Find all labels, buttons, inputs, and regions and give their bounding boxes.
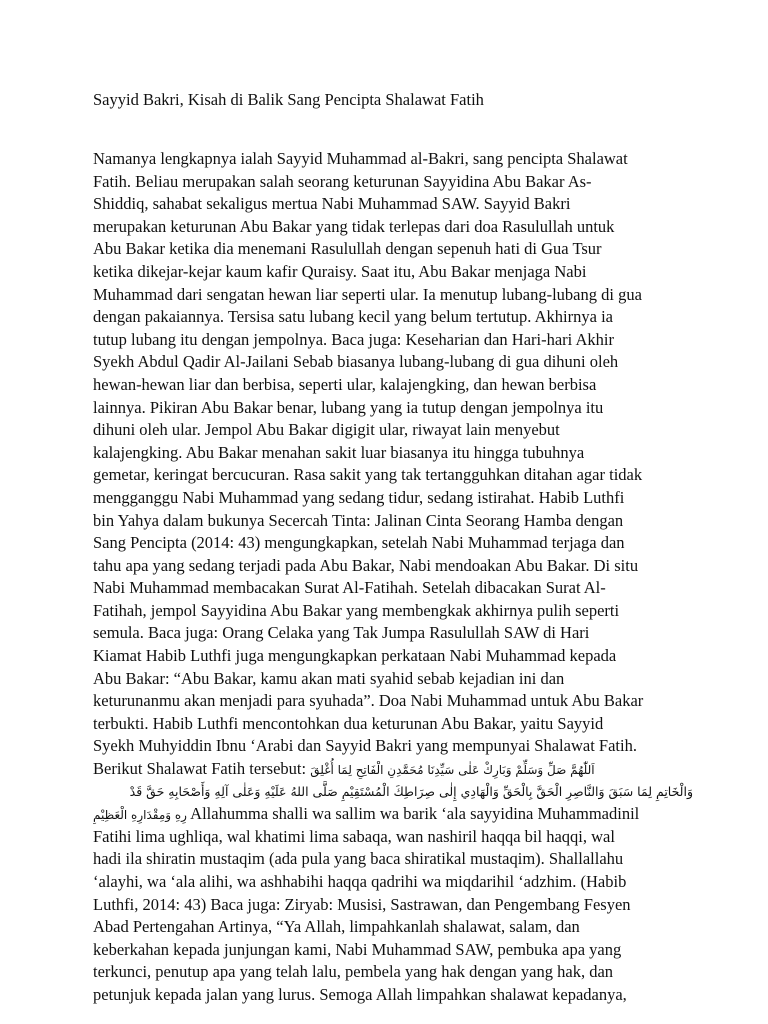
- text-line: Fatihah, jempol Sayyidina Abu Bakar yang membengkak akhirnya pulih seperti: [93, 600, 620, 620]
- text-line: Fatih. Beliau merupakan salah seorang keturunan Sayyidina Abu Bakar As-: [93, 171, 592, 191]
- text-line: tahu apa yang sedang terjadi pada Abu Bakar, Nabi mendoakan Abu Bakar. Di situ: [93, 555, 639, 575]
- text-line: Luthfi, 2014: 43) Baca juga: Ziryab: Musisi, Sastrawan, dan Pengembang Fesyen: [93, 894, 631, 914]
- text-line: keturunanmu akan menjadi para syuhada”. Doa Nabi Muhammad untuk Abu Bakar: [93, 691, 644, 711]
- document-body: [93, 148, 693, 1007]
- text-line: gemetar, keringat bercucuran. Rasa sakit yang tak tertangguhkan ditahan agar tidak: [93, 465, 643, 485]
- shalawat-intro-line: [93, 758, 693, 781]
- shalawat-arabic-start: اَللّٰهُمَّ صَلِّ وَسَلِّمْ وَبَارِكْ عَلٰى سَيِّدِنَا مُحَمَّدِنِ الْفَاتِحِ لِمَا أُغْلِقَ: [310, 763, 595, 778]
- text-line: semula. Baca juga: Orang Celaka yang Tak Jumpa Rasulullah SAW di Hari: [93, 623, 590, 643]
- shalawat-arabic-end: رِهِ وَمِقْدَارِهِ الْعَظِيْمِ: [93, 808, 187, 823]
- text-line: petunjuk kepada jalan yang lurus. Semoga Allah limpahkan shalawat kepadanya,: [93, 984, 627, 1004]
- document-title: Sayyid Bakri, Kisah di Balik Sang Pencipta Shalawat Fatih: [93, 90, 484, 109]
- text-line: hadi ila shiratin mustaqim (ada pula yang baca shiratikal mustaqim). Shallallahu: [93, 849, 624, 869]
- shalawat-arabic-line: وَالْخَاتِمِ لِمَا سَبَقَ وَالنَّاصِرِ الْحَقَّ بِالْحَقِّ وَالْهَادِي إِلٰى صِرَاطِكَ الْمُسْتَقِيْمِ صَلَّى اللهُ عَلَيْهِ وَعَلٰى آلِهِ وَأَصْحَابِهِ حَقَّ قَدْ: [129, 783, 693, 799]
- text-line: hewan-hewan liar dan berbisa, seperti ular, kalajengking, dan hewan berbisa: [93, 374, 597, 394]
- text-line: Muhammad dari sengatan hewan liar seperti ular. Ia menutup lubang-lubang di gua: [93, 284, 642, 304]
- text-line: Sang Pencipta (2014: 43) mengungkapkan, setelah Nabi Muhammad terjaga dan: [93, 533, 625, 553]
- text-line: tutup lubang itu dengan jempolnya. Baca juga: Keseharian dan Hari-hari Akhir: [93, 329, 614, 349]
- text-line: ‘alayhi, wa ‘ala alihi, wa ashhabihi haqqa qadrihi wa miqdarihil ‘adzhim. (Habib: [93, 872, 627, 891]
- text-line: kalajengking. Abu Bakar menahan sakit luar biasanya itu hingga tubuhnya: [93, 442, 585, 462]
- text-line: Shiddiq, sahabat sekaligus mertua Nabi Muhammad SAW. Sayyid Bakri: [93, 194, 571, 214]
- text-line: merupakan keturunan Abu Bakar yang tidak terlepas dari doa Rasulullah untuk: [93, 216, 615, 236]
- text-line: bin Yahya dalam bukunya Secercah Tinta: Jalinan Cinta Seorang Hamba dengan: [93, 510, 624, 530]
- text-line: Abu Bakar ketika dia menemani Rasulullah dengan sepenuh hati di Gua Tsur: [93, 239, 602, 259]
- text-line: Abu Bakar: “Abu Bakar, kamu akan mati syahid sebab kejadian ini dan: [93, 668, 565, 688]
- shalawat-transliteration-start-line: [93, 803, 693, 826]
- text-line: ketika dikejar-kejar kaum kafir Quraisy. Saat itu, Abu Bakar menjaga Nabi: [93, 261, 587, 281]
- text-line: Namanya lengkapnya ialah Sayyid Muhammad al-Bakri, sang pencipta Shalawat: [93, 149, 628, 168]
- text-line: keberkahan kepada junjungan kami, Nabi Muhammad SAW, pembuka apa yang: [93, 939, 622, 959]
- shalawat-transliteration-text: Allahumma shalli wa sallim wa barik ‘ala sayyidina Muhammadinil: [190, 804, 640, 824]
- text-line: Abad Pertengahan Artinya, “Ya Allah, limpahkanlah shalawat, salam, dan: [93, 917, 580, 937]
- shalawat-intro-text: Berikut Shalawat Fatih tersebut:: [93, 759, 307, 779]
- text-line: terkunci, penutup apa yang telah lalu, pembela yang hak dengan yang hak, dan: [93, 962, 614, 982]
- text-line: lainnya. Pikiran Abu Bakar benar, lubang yang ia tutup dengan jempolnya itu: [93, 397, 604, 417]
- text-line: dengan pakaiannya. Tersisa satu lubang kecil yang belum tertutup. Akhirnya ia: [93, 307, 613, 327]
- text-line: dihuni oleh ular. Jempol Abu Bakar digigit ular, riwayat lain menyebut: [93, 420, 560, 440]
- text-line: Syekh Muhyiddin Ibnu ‘Arabi dan Sayyid Bakri yang mempunyai Shalawat Fatih.: [93, 736, 637, 756]
- text-line: Nabi Muhammad membacakan Surat Al-Fatihah. Setelah dibacakan Surat Al-: [93, 578, 606, 598]
- text-line: Syekh Abdul Qadir Al-Jailani Sebab biasanya lubang-lubang di gua dihuni oleh: [93, 352, 619, 372]
- text-line: Fatihi lima ughliqa, wal khatimi lima sabaqa, wan nashiril haqqa bil haqqi, wal: [93, 826, 615, 846]
- text-line: terbukti. Habib Luthfi mencontohkan dua keturunan Abu Bakar, yaitu Sayyid: [93, 713, 604, 733]
- text-line: Kiamat Habib Luthfi juga mengungkapkan perkataan Nabi Muhammad kepada: [93, 646, 617, 666]
- text-line: mengganggu Nabi Muhammad yang sedang tidur, sedang istirahat. Habib Luthfi: [93, 487, 625, 507]
